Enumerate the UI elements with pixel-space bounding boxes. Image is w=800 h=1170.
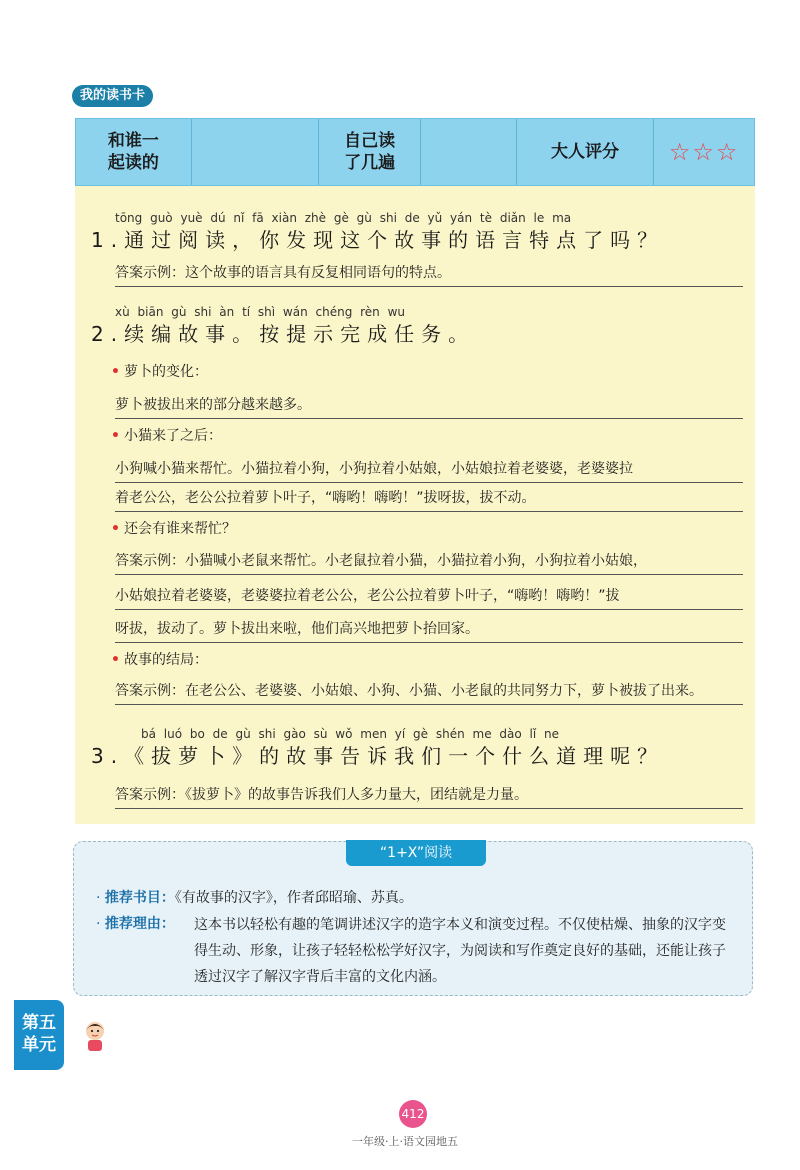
extended-reading-title: “1+X”阅读 [346, 840, 486, 866]
unit-tab: 第五 单元 [14, 1000, 64, 1070]
bullet-after-cat: • 小猫来了之后： [111, 428, 222, 444]
bullet-radish-change: • 萝卜的变化： [111, 364, 208, 380]
answer-after-cat-2: 着老公公，老公公拉着萝卜叶子，“嗨哟！嗨哟！”拔呀拔，拔不动。 [115, 490, 536, 506]
questions-area [75, 186, 755, 824]
bullet-ending: • 故事的结局： [111, 652, 208, 668]
header-times-value[interactable] [421, 119, 517, 185]
question-2: xù biān gù shi àn tí shì wán chéng rèn wu 2.续编故事。按提示完成任务。 [91, 305, 476, 346]
answer-line [115, 642, 743, 643]
header-adult-rating: 大人评分 [517, 119, 655, 185]
answer-line [115, 704, 743, 705]
recommend-reason-text: 这本书以轻松有趣的笔调讲述汉字的造字本义和演变过程。不仅使枯燥、抽象的汉字变得生动、形象，让孩子轻轻松松学好汉字，为阅读和写作奠定良好的基础，还能让孩子透过汉字了解汉字背后丰富的文化内涵。 [194, 917, 726, 985]
page-number: 412 [399, 1100, 427, 1128]
answer-line [115, 574, 743, 575]
question-1: tōng guò yuè dú nǐ fā xiàn zhè gè gù shi de yǔ yán tè diǎn le ma 1.通过阅读，你发现这个故事的语言特点了吗？ [91, 211, 665, 252]
star-icon[interactable]: ☆☆☆ [668, 138, 740, 166]
answer-who-helps-2: 小姑娘拉着老婆婆，老婆婆拉着老公公，老公公拉着萝卜叶子，“嗨哟！嗨哟！”拔 [115, 588, 620, 604]
recommended-book: · 推荐书目：《有故事的汉字》，作者邱昭瑜、苏真。 [96, 890, 413, 906]
answer-after-cat-1: 小狗喊小猫来帮忙。小猫拉着小狗，小狗拉着小姑娘，小姑娘拉着老婆婆，老婆婆拉 [115, 461, 633, 477]
rating-stars[interactable] [654, 119, 754, 185]
answer-line [115, 609, 743, 610]
answer-who-helps-3: 呀拔，拔动了。萝卜拔出来啦，他们高兴地把萝卜抬回家。 [115, 621, 479, 637]
page-footer: 一年级·上·语文园地五 [352, 1135, 458, 1148]
answer-1: 答案示例：这个故事的语言具有反复相同语句的特点。 [115, 265, 451, 281]
question-3: bá luó bo de gù shi gào sù wǒ men yí gè shén me dào lǐ ne 3.《拔萝卜》的故事告诉我们一个什么道理呢？ [91, 727, 665, 768]
answer-radish-change: 萝卜被拔出来的部分越来越多。 [115, 397, 311, 413]
answer-line [115, 418, 743, 419]
answer-who-helps-1: 答案示例：小猫喊小老鼠来帮忙。小老鼠拉着小猫，小猫拉着小狗，小狗拉着小姑娘， [115, 553, 647, 569]
header-who-value[interactable] [192, 119, 320, 185]
answer-line [115, 808, 743, 809]
answer-line [115, 286, 743, 287]
bullet-who-helps: • 还会有谁来帮忙？ [111, 521, 236, 537]
reading-card-header [75, 118, 755, 186]
header-who-read-with: 和谁一 起读的 [76, 119, 192, 185]
kid-mascot-icon [82, 1020, 108, 1052]
answer-ending: 答案示例：在老公公、老婆婆、小姑娘、小狗、小猫、小老鼠的共同努力下，萝卜被拔了出来。 [115, 683, 703, 699]
reading-card-label: 我的读书卡 [72, 85, 153, 107]
extended-reading-box [73, 841, 753, 996]
answer-3: 答案示例：《拔萝卜》的故事告诉我们人多力量大，团结就是力量。 [115, 787, 528, 803]
recommend-reason-label: · 推荐理由： [96, 916, 175, 932]
answer-line [115, 511, 743, 512]
header-times-read: 自己读 了几遍 [319, 119, 421, 185]
